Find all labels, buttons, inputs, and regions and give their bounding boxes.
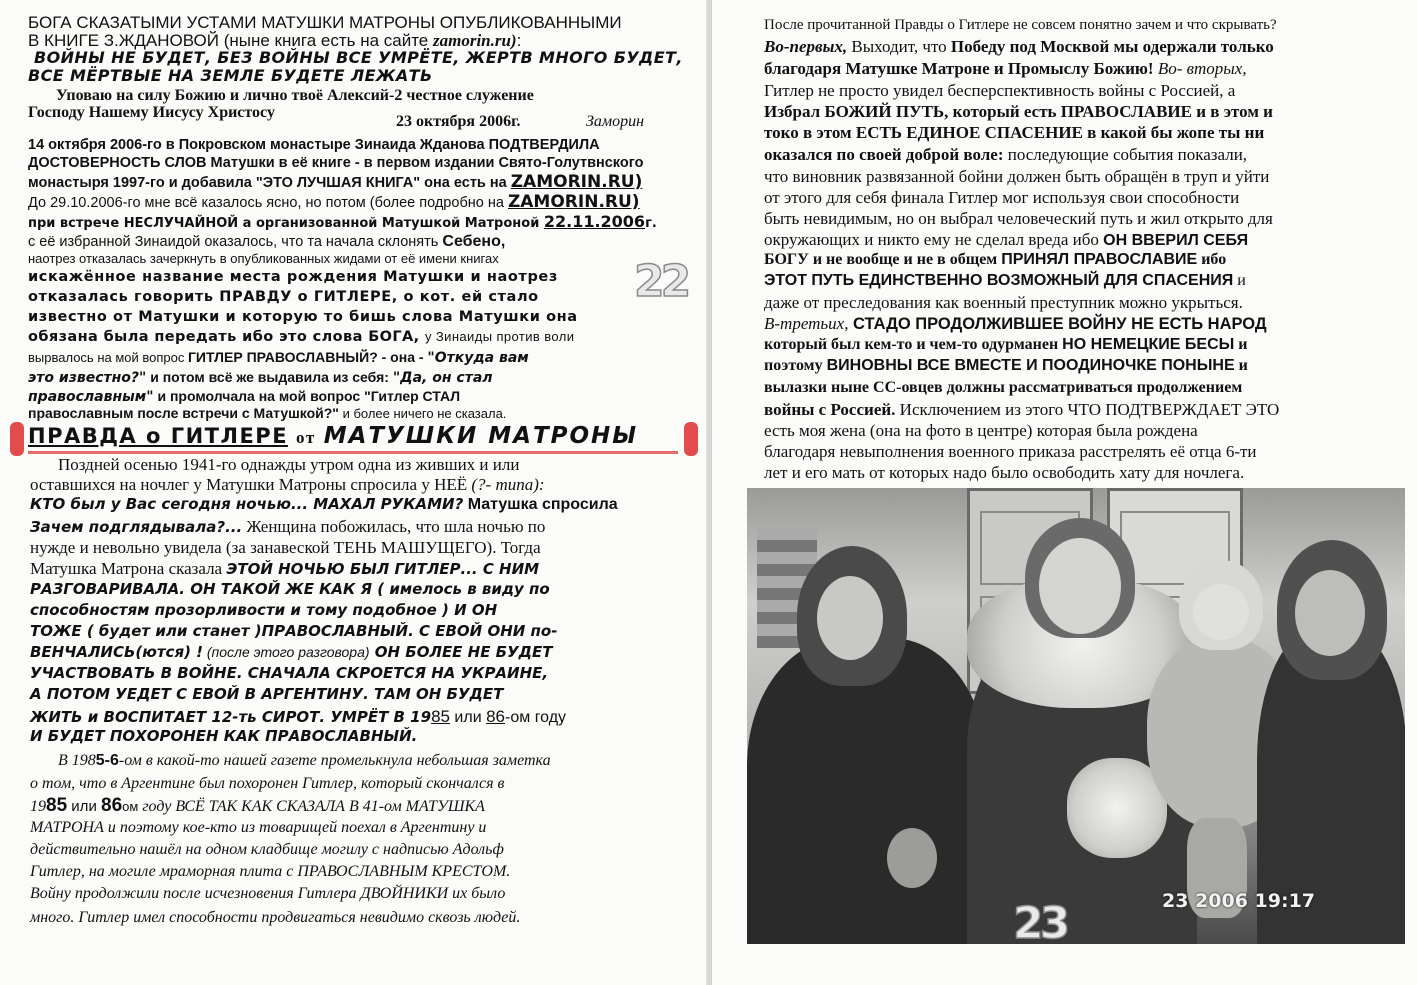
right-text: который был кем-то и чем-то одурманен: [764, 336, 1063, 353]
right-text: оказался по своей доброй воле:: [764, 145, 1004, 164]
para2-text: вырвалось на мой вопрос: [28, 350, 188, 365]
para2-line: [28, 370, 493, 385]
right-text: и: [1233, 272, 1246, 289]
right-line: [764, 315, 1267, 333]
story-line: И БУДЕТ ПОХОРОНЕН КАК ПРАВОСЛАВНЫЙ.: [30, 727, 418, 745]
right-text: последующие события показали,: [1003, 145, 1248, 164]
story-line: [30, 518, 545, 535]
story-line: [30, 497, 618, 513]
story-line: А ПОТОМ УЕДЕТ С ЕВОЙ В АРГЕНТИНУ. ТАМ ОН БУДЕТ: [30, 685, 504, 703]
story-line: [30, 476, 545, 493]
ending-line: [58, 753, 551, 769]
right-text: Во-первых,: [764, 37, 848, 56]
right-line: [764, 146, 1247, 163]
headline-text: МАТУШКИ МАТРОНЫ: [323, 423, 639, 449]
right-line: вылазки ныне СС-овцев должны рассматриваться продолжением: [764, 379, 1243, 396]
right-text: и в этом и: [1191, 102, 1273, 121]
story-text: (после этого разговора): [203, 644, 370, 660]
right-text: и: [1234, 336, 1248, 353]
photo-person-hand: [887, 828, 937, 888]
para2-text: "Откуда вам: [427, 350, 529, 366]
right-line: лет и его мать от которых надо было освободить хату для ночлега.: [764, 463, 1245, 482]
right-text: благодаря Матушке Матроне и Промыслу Божию!: [764, 59, 1154, 78]
left-page: [0, 0, 708, 985]
para2-line: [28, 389, 460, 404]
para2-text: и потом всё же выдавила из себя:: [146, 369, 393, 385]
site-link[interactable]: ZAMORIN.RU): [507, 192, 640, 212]
story-text: -ом году: [505, 709, 567, 726]
right-text: ПРИНЯЛ ПРАВОСЛАВИЕ: [1001, 251, 1198, 268]
right-line: быть невидимым, но он выбрал человеческий путь и жил открыто для: [764, 209, 1273, 228]
headline-text: ПРАВДА о ГИТЛЕРЕ: [28, 424, 289, 448]
story-line: РАЗГОВАРИВАЛА. ОН ТАКОЙ ЖЕ КАК Я ( имелось в виду по: [30, 580, 550, 598]
para2-line: ДОСТОВЕРНОСТЬ СЛОВ Матушки в её книге - в первом издании Свято-Голутвнского: [28, 155, 644, 171]
para2-line: [28, 194, 640, 211]
right-text: Во- вторых,: [1153, 59, 1247, 78]
para2-text: "Да, он стал: [392, 370, 493, 386]
ending-text: или: [67, 798, 101, 815]
para2-line: искажённое название места рождения Матушки и наотрез: [28, 269, 558, 285]
story-line: [30, 708, 566, 726]
story-line: нужде и невольно увидела (за занавеской ТЕНЬ МАШУЩЕГО). Тогда: [30, 538, 541, 557]
right-text: БОГУ и не вообще и не в общем: [764, 251, 1002, 268]
story-text: ЭТОЙ НОЧЬЮ БЫЛ ГИТЛЕР... С НИМ: [226, 560, 540, 578]
photo-person-face: [1039, 538, 1121, 634]
intro-line: [28, 32, 521, 49]
right-line: [764, 273, 1246, 289]
para2-text: это известно?": [28, 370, 147, 386]
para2-text: До 29.10.2006-го мне всё казалось ясно, но потом (более подробно на: [28, 195, 508, 211]
para2-text: и более ничего не сказала.: [338, 406, 507, 421]
ending-text: -ом в какой-то нашей газете промелькнула небольшая заметка: [118, 752, 551, 769]
right-line: [764, 252, 1226, 268]
intro-text: :: [516, 31, 522, 50]
right-line: [764, 401, 1279, 418]
ending-line: много. Гитлер имел способности продвигаться невидимо сквозь людей.: [30, 909, 521, 926]
right-text: Выходит, что: [847, 37, 951, 56]
right-text: ВИНОВНЫ ВСЕ ВМЕСТЕ И ПООДИНОЧКЕ ПОНЫНЕ: [826, 357, 1235, 374]
story-text: ВЕНЧАЛИСЬ(ются) !: [30, 643, 203, 661]
story-text: Зачем подглядывала?...: [30, 518, 243, 536]
story-text: оставшихся на ночлег у Матушки Матроны спросила у НЕЁ: [30, 475, 472, 494]
right-text: СТАДО ПРОДОЛЖИВШЕЕ ВОЙНУ НЕ ЕСТЬ НАРОД: [848, 315, 1267, 333]
story-text: КТО был у Вас сегодня ночью... МАХАЛ РУКАМИ?: [30, 495, 464, 513]
right-line: [764, 60, 1247, 77]
right-text: войны с Россией.: [764, 400, 896, 419]
story-line: [30, 645, 553, 660]
ending-line: о том, что в Аргентине был похоронен Гитлер, который скончался в: [30, 775, 505, 792]
para2-text: православным после встречи с Матушкой?": [28, 405, 339, 421]
story-text: 85: [431, 707, 450, 726]
ending-line: Войну продолжили после исчезновения Гитлера ДВОЙНИКИ их было: [30, 885, 506, 902]
story-text: ОН БОЛЕЕ НЕ БУДЕТ: [369, 643, 553, 661]
right-line: токо в этом ЕСТЬ ЕДИНОЕ СПАСЕНИЕ в какой бы жопе ты ни: [764, 123, 1265, 142]
headline: [28, 425, 638, 448]
page-number: 23: [1013, 898, 1067, 949]
right-text: Исключением из этого ЧТО ПОДТВЕРЖДАЕТ ЭТО: [895, 400, 1280, 419]
photo-person-face: [1295, 570, 1365, 656]
para2-line: 14 октября 2006-го в Покровском монастыре Зинаида Жданова ПОДТВЕРДИЛА: [28, 137, 600, 153]
para2-text: Себено,: [442, 233, 506, 250]
para2-text: монастыря 1997-го и добавила "ЭТО ЛУЧШАЯ КНИГА" она есть на: [28, 175, 511, 191]
para2-line: [28, 350, 529, 365]
hope-line: Господу Нашему Иисусу Христосу: [28, 104, 275, 121]
para2-line: [28, 174, 642, 191]
story-line: УЧАСТВОВАТЬ В ВОЙНЕ. СНАЧАЛА СКРОЕТСЯ НА УКРАИНЕ,: [30, 664, 549, 682]
right-line: есть моя жена (она на фото в центре) которая была рождена: [764, 421, 1198, 440]
para2-text: у Зинаиды против воли: [425, 329, 575, 344]
para2-text: обязана была передать ибо это слова БОГА,: [28, 329, 426, 345]
right-text: Избрал БОЖИЙ ПУТЬ, который есть ПРАВОСЛАВИЕ: [764, 102, 1192, 121]
right-line: [764, 38, 1274, 55]
story-text: Матушка Матрона сказала: [30, 559, 227, 578]
ending-line: [30, 796, 485, 815]
right-text: ОН ВВЕРИЛ СЕБЯ: [1103, 232, 1249, 249]
story-text: или: [449, 709, 487, 726]
right-line: даже от преследования как военный преступник можно укрыться.: [764, 293, 1243, 312]
intro-text: В КНИГЕ З.ЖДАНОВОЙ (ныне книга есть на сайте: [28, 31, 433, 50]
site-link[interactable]: ZAMORIN.RU): [510, 172, 643, 192]
signature: Заморин: [586, 113, 645, 130]
ending-line: МАТРОНА и поэтому кое-кто из товарищей поехал в Аргентину и: [30, 819, 487, 836]
story-line: [30, 560, 539, 577]
para2-text: "Гитлер СТАЛ: [364, 388, 461, 404]
right-line: благодаря невыполнения военного приказа расстрелять её отца 6-ти: [764, 442, 1257, 461]
right-line: от этого для себя финала Гитлер мог используя свои способности: [764, 188, 1240, 207]
para2-line: наотрез отказалась зачеркнуть в опубликованных жидами от её имени книгах: [28, 251, 499, 266]
right-line: Гитлер не просто увидел бесперспективность войны с Россией, а: [764, 81, 1236, 100]
prophecy-line: ВОЙНЫ НЕ БУДЕТ, БЕЗ ВОЙНЫ ВСЕ УМРЁТЕ, ЖЕРТВ МНОГО БУДЕТ,: [34, 48, 683, 67]
right-text: и: [1234, 357, 1248, 374]
headline-underline: [28, 451, 678, 454]
story-line: способностям прозорливости и тому подобное ) И ОН: [30, 601, 498, 619]
right-line: [764, 337, 1248, 353]
ending-text: 85: [46, 795, 68, 816]
para2-text: православным": [28, 389, 154, 405]
para2-line: [28, 234, 505, 250]
para2-line: [28, 214, 657, 230]
right-line: После прочитанной Правды о Гитлере не совсем понятно зачем и что скрывать?: [764, 17, 1277, 33]
right-line: [764, 231, 1248, 249]
right-text: Победу под Москвой мы одержали только: [950, 37, 1274, 56]
photo-timestamp: 23 2006 19:17: [1162, 890, 1316, 912]
ending-line: Гитлер, на могиле мраморная плита с ПРАВОСЛАВНЫМ КРЕСТОМ.: [30, 863, 511, 880]
right-text: поэтому: [764, 357, 827, 374]
photo-child-face: [1193, 584, 1249, 640]
ending-text: 86: [101, 795, 123, 816]
ending-line: действительно нашёл на одном кладбище могилу с надписью Адольф: [30, 841, 504, 858]
para2-text: ГИТЛЕР ПРАВОСЛАВНЫЙ? - она -: [187, 349, 428, 365]
photo-person-face: [817, 576, 883, 660]
story-text: ЖИТЬ и ВОСПИТАЕТ 12-ть СИРОТ. УМРЁТ В 19: [30, 708, 432, 726]
right-line: [764, 103, 1273, 120]
letter-date: 23 октября 2006г.: [396, 113, 521, 130]
para2-text: и промолчала на мой вопрос: [153, 388, 365, 404]
meeting-date: 22.11.2006: [543, 212, 646, 231]
highlight-marker: [10, 422, 24, 456]
prophecy-line: ВСЕ МЁРТВЫЕ НА ЗЕМЛЕ БУДЕТЕ ЛЕЖАТЬ: [28, 66, 433, 85]
story-text: Матушка спросила: [463, 496, 618, 513]
para2-line: известно от Матушки и которую то бишь слова Матушки она: [28, 309, 578, 325]
highlight-marker: [684, 422, 698, 456]
story-line: Поздней осенью 1941-го однажды утром одна из живших и или: [58, 455, 520, 474]
para2-line: отказалась говорить ПРАВДУ о ГИТЛЕРЕ, о кот. ей стало: [28, 289, 539, 305]
right-text: НО НЕМЕЦКИЕ БЕСЫ: [1062, 336, 1235, 353]
story-text: 86: [486, 707, 506, 726]
para2-line: [28, 330, 574, 345]
headline-text: от: [296, 428, 316, 447]
ending-text: В 198: [58, 752, 96, 769]
ending-text: 5-6: [95, 752, 119, 769]
ending-text: году ВСЁ ТАК КАК СКАЗАЛА В 41-ом МАТУШКА: [138, 798, 485, 815]
ending-text: ом: [122, 799, 139, 814]
intro-line: БОГА СКАЗАТЫМИ УСТАМИ МАТУШКИ МАТРОНЫ ОПУБЛИКОВАННЫМИ: [28, 13, 622, 32]
ending-text: 19: [30, 798, 46, 815]
para2-text: г.: [645, 216, 657, 231]
right-line: что виновник развязанной бойни должен быть обращён в труп и уйти: [764, 167, 1270, 186]
site-link[interactable]: zamorin.ru): [432, 31, 517, 50]
right-text: окружающих и никто ему не сделал вреда ибо: [764, 230, 1104, 249]
right-text: В-третьих,: [764, 314, 849, 333]
story-text: (?- типа):: [471, 475, 545, 494]
page-number: 22: [634, 256, 688, 307]
para2-text: с её избранной Зинаидой оказалось, что та начала склонять: [28, 234, 443, 250]
hope-line: Уповаю на силу Божию и лично твоё Алексий-2 честное служение: [56, 87, 534, 104]
story-text: Женщина побожилась, что шла ночью по: [242, 517, 546, 536]
right-text: ибо: [1197, 251, 1227, 268]
family-photo: [747, 488, 1405, 944]
right-text: ЭТОТ ПУТЬ ЕДИНСТВЕННО ВОЗМОЖНЫЙ ДЛЯ СПАСЕНИЯ: [764, 272, 1234, 289]
para2-text: при встрече НЕСЛУЧАЙНОЙ а организованной Матушкой Матроной: [28, 216, 544, 231]
right-line: [764, 358, 1248, 374]
story-line: ТОЖЕ ( будет или станет )ПРАВОСЛАВНЫЙ. С ЕВОЙ ОНИ по-: [30, 622, 558, 640]
